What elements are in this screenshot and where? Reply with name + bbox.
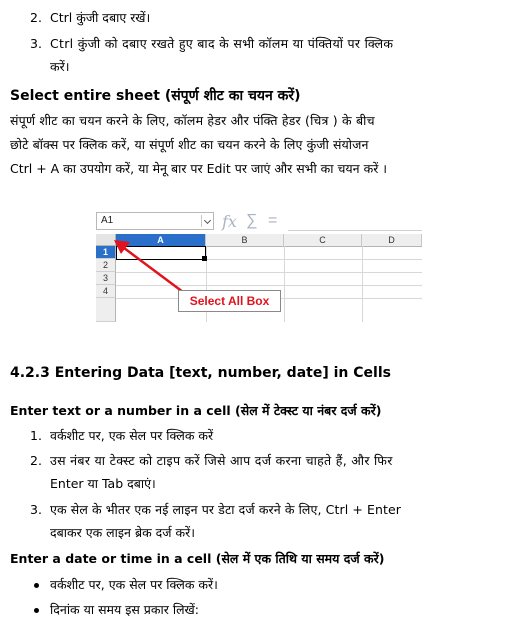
section-heading: Select entire sheet (संपूर्ण शीट का चयन करें) [10,88,301,104]
bullet-icon [34,608,39,613]
row-header-3[interactable]: 3 [96,272,116,285]
fill-handle[interactable] [202,256,207,261]
list-item-text: Ctrl कुंजी दबाए रखें। [50,10,151,25]
active-cell-a1[interactable] [116,246,206,260]
list-number: 2. [30,453,42,468]
paragraph-line: संपूर्ण शीट का चयन करने के लिए, कॉलम हेडर और पंक्ति हेडर (चित्र ) के बीच [10,113,375,128]
column-header-a[interactable]: A [116,234,206,246]
column-header-c[interactable]: C [284,234,362,246]
sum-icon[interactable]: ∑ [246,212,258,229]
list-number: 2. [30,10,42,25]
name-box-value: A1 [101,215,114,226]
name-box[interactable] [96,212,214,230]
row-header-5[interactable] [96,298,116,322]
subsection-heading: Enter a date or time in a cell (सेल में एक तिथि या समय दर्ज करें) [10,551,385,566]
chevron-down-icon[interactable] [201,215,214,227]
list-item-text: वर्कशीट पर, एक सेल पर क्लिक करें। [50,577,218,592]
list-item-text: Ctrl कुंजी को दबाए रखते हुए बाद के सभी कॉलम या पंक्तियों पर क्लिक [50,36,394,51]
formula-input[interactable] [288,212,422,231]
subsection-heading: Enter text or a number in a cell (सेल में टेक्स्ट या नंबर दर्ज करें) [10,403,382,418]
formula-icon[interactable]: = [268,212,278,229]
row-header-4[interactable]: 4 [96,285,116,298]
grid-line [116,272,422,273]
list-item-text: एक सेल के भीतर एक नई लाइन पर डेटा दर्ज करने के लिए, Ctrl + Enter [50,502,402,517]
select-all-box[interactable] [96,234,116,246]
select-all-callout: Select All Box [178,290,281,312]
list-item-text: उस नंबर या टेक्स्ट को टाइप करें जिसे आप दर्ज करना चाहते हैं, और फिर [50,453,393,468]
section-heading: 4.2.3 Entering Data [text, number, date] in Cells [10,365,391,381]
row-header-2[interactable]: 2 [96,259,116,272]
list-number: 3. [30,502,42,517]
list-item-text: Enter या Tab दबाएं। [50,476,156,491]
list-item-text: दबाकर एक लाइन ब्रेक दर्ज करें। [50,525,195,540]
grid-line [284,246,285,322]
list-item-text: दिनांक या समय इस प्रकार लिखें: [50,602,199,617]
column-header-b[interactable]: B [206,234,284,246]
column-header-d[interactable]: D [362,234,422,246]
list-number: 1. [30,428,42,443]
paragraph-line: छोटे बॉक्स पर क्लिक करें, या संपूर्ण शीट का चयन करने के लिए कुंजी संयोजन [10,137,369,152]
list-item-text: करें। [50,59,70,74]
paragraph-line: Ctrl + A का उपयोग करें, या मेनू बार पर Edit पर जाएं और सभी का चयन करें । [10,161,388,176]
function-wizard-icon[interactable]: fx [222,212,237,231]
bullet-icon [34,583,39,588]
grid-line [362,246,363,322]
grid-line [116,285,422,286]
list-item-text: वर्कशीट पर, एक सेल पर क्लिक करें [50,428,214,443]
row-header-1[interactable]: 1 [96,246,116,259]
list-number: 3. [30,36,42,51]
